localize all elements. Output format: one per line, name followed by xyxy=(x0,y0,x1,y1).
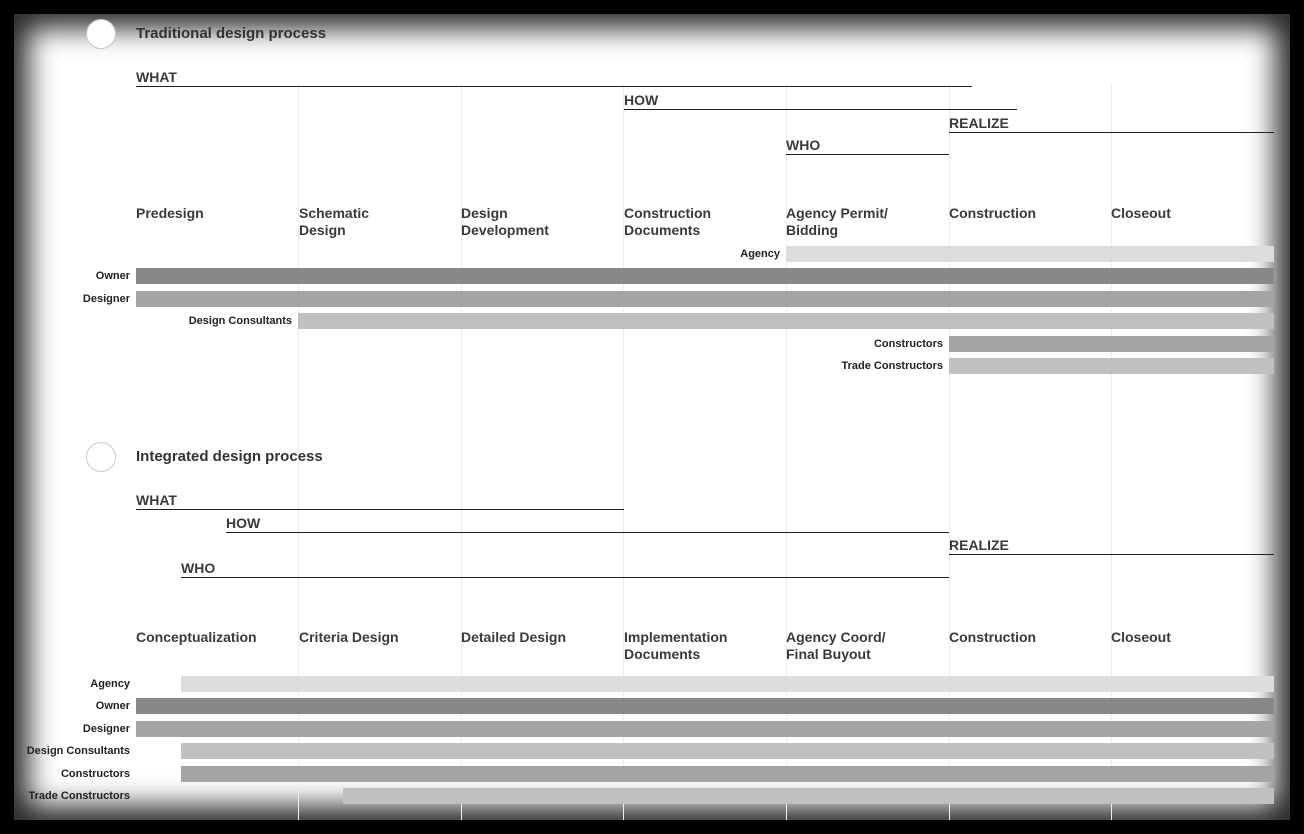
participation-bar-owner xyxy=(136,268,1274,284)
phase-construction: Construction xyxy=(949,629,1037,645)
role-label-agency: Agency xyxy=(90,678,130,690)
role-label-trade-constructors: Trade Constructors xyxy=(841,360,943,372)
realize-label: REALIZE xyxy=(949,115,1274,133)
participation-bar-design-consultants xyxy=(298,313,1274,329)
participation-bar-constructors xyxy=(949,336,1274,352)
what-label: WHAT xyxy=(136,492,624,510)
phase-construction-documents: Construction Documents xyxy=(624,205,712,238)
role-label-agency: Agency xyxy=(740,248,780,260)
section-marker-circle xyxy=(86,19,116,49)
phase-construction: Construction xyxy=(949,205,1037,221)
role-label-owner: Owner xyxy=(95,700,130,712)
who-label: WHO xyxy=(181,560,949,578)
how-label: HOW xyxy=(624,92,1017,110)
phase-detailed-design: Detailed Design xyxy=(461,629,567,645)
section-title: Traditional design process xyxy=(136,25,327,42)
role-label-trade-constructors: Trade Constructors xyxy=(28,790,130,802)
role-label-owner: Owner xyxy=(95,270,130,282)
participation-bar-agency xyxy=(181,676,1274,692)
phase-conceptualization: Conceptualization xyxy=(136,629,257,645)
phase-criteria-design: Criteria Design xyxy=(299,629,399,645)
phase-agency-permit-bidding: Agency Permit/ Bidding xyxy=(786,205,888,238)
section-marker-circle xyxy=(86,442,116,472)
participation-bar-designer xyxy=(136,291,1274,307)
phase-implementation-documents: Implementation Documents xyxy=(624,629,728,662)
what-label: WHAT xyxy=(136,69,972,87)
phase-schematic-design: Schematic Design xyxy=(299,205,370,238)
role-label-constructors: Constructors xyxy=(60,768,130,780)
phase-agency-coord-final-buyout: Agency Coord/ Final Buyout xyxy=(786,629,886,662)
diagram-page xyxy=(14,14,1290,820)
how-label: HOW xyxy=(226,515,949,533)
role-label-constructors: Constructors xyxy=(873,338,943,350)
role-label-design-consultants: Design Consultants xyxy=(188,315,292,327)
participation-bar-agency xyxy=(786,246,1274,262)
who-label: WHO xyxy=(786,137,949,155)
role-label-designer: Designer xyxy=(82,723,130,735)
participation-bar-designer xyxy=(136,721,1274,737)
role-label-designer: Designer xyxy=(82,293,130,305)
participation-bar-constructors xyxy=(181,766,1274,782)
realize-label: REALIZE xyxy=(949,537,1274,555)
section-title: Integrated design process xyxy=(136,448,323,465)
participation-bar-trade-constructors xyxy=(343,788,1274,804)
phase-closeout: Closeout xyxy=(1111,629,1171,645)
phase-predesign: Predesign xyxy=(136,205,204,221)
participation-bar-design-consultants xyxy=(181,743,1274,759)
phase-closeout: Closeout xyxy=(1111,205,1171,221)
phase-design-development: Design Development xyxy=(461,205,549,238)
participation-bar-trade-constructors xyxy=(949,358,1274,374)
participation-bar-owner xyxy=(136,698,1274,714)
role-label-design-consultants: Design Consultants xyxy=(26,745,130,757)
